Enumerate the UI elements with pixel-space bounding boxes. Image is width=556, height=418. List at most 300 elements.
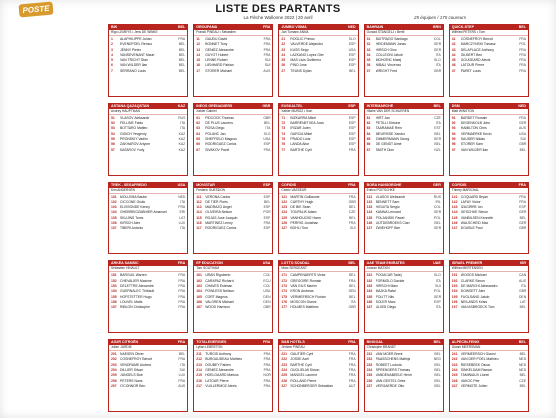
rider-nationality: FRA — [178, 305, 186, 310]
rider-number: 242 — [451, 357, 458, 362]
team-card — [364, 339, 444, 412]
rider-nationality: KAZ — [178, 147, 186, 152]
rider-nationality: BEL — [178, 352, 186, 357]
rider-name: CHEVALIER Maxime — [120, 278, 152, 283]
rider-nationality: FRA — [348, 221, 356, 226]
rider-nationality: DEN — [348, 289, 356, 294]
rider-number: 31 — [366, 37, 371, 41]
rider-row — [367, 384, 441, 389]
rider-nationality: FRA — [178, 37, 186, 41]
rider-number: 131 — [366, 194, 373, 199]
team-card — [449, 339, 529, 412]
rider-nationality: BEL — [434, 142, 441, 147]
rider-name: JOSSE Axel — [290, 357, 309, 362]
rider-name: HOFSTETTER Hugo — [120, 294, 152, 299]
rider-name: DE BIE Sean — [290, 205, 311, 210]
rider-nationality: ITA — [435, 121, 441, 126]
rider-nationality: FRA — [178, 289, 186, 294]
team-directors: Christophe BRANDT — [365, 345, 443, 351]
rider-name: VANDENABEELE Henri — [375, 373, 412, 378]
rider-name: NEILANDS Krists — [460, 299, 488, 304]
rider-number: 175 — [281, 294, 288, 299]
rider-name: HOELGAARD Markus — [205, 373, 239, 378]
rider-number: 61 — [196, 115, 200, 120]
rider-nationality: FRA — [348, 373, 356, 378]
rider-row — [111, 226, 185, 231]
team-name: INTERMARCHÉ — [366, 103, 394, 108]
team-country: BEL — [433, 340, 441, 345]
rider-name: MOLLEMA Bauke — [120, 194, 147, 199]
team-country: ESP — [263, 182, 271, 187]
rider-nationality: ITA — [435, 63, 441, 68]
rider-number: 124 — [281, 210, 288, 215]
rider-number: 191 — [451, 273, 458, 278]
rider-number: 33 — [366, 47, 371, 52]
rider-name: POWLESS Neilson — [205, 289, 235, 294]
rider-name: MAS Lluis Guillermo — [290, 58, 322, 63]
rider-name: SINKELDAM Ramon — [460, 368, 493, 373]
rider-list — [279, 36, 357, 74]
rider-number: 102 — [111, 199, 117, 204]
rider-number: 221 — [281, 352, 288, 357]
rider-number: 97 — [451, 147, 456, 152]
rider-number: 92 — [451, 121, 456, 126]
rider-name: MARTINEZ Lenny — [205, 221, 233, 226]
rider-nationality: FRA — [263, 47, 271, 52]
rider-list — [365, 194, 443, 232]
rider-number: 51 — [111, 115, 115, 120]
rider-name: ULISSI Diego — [375, 305, 397, 310]
rider-name: VANHOUCKE Harm — [290, 215, 321, 220]
rider-nationality: CAN — [518, 273, 527, 278]
rider-number: 82 — [366, 121, 371, 126]
rider-nationality: SLO — [434, 273, 441, 278]
team-directors: Marc SERGEANT — [279, 266, 357, 272]
rider-nationality: GBR — [348, 305, 356, 310]
team-card — [278, 260, 358, 333]
rider-nationality: ESP — [263, 205, 271, 210]
rider-nationality: CZE — [348, 210, 356, 215]
rider-list — [279, 351, 357, 389]
rider-nationality: BEL — [263, 121, 271, 126]
rider-nationality: DEN — [518, 294, 527, 299]
rider-name: TAMINIAUX Lionel — [460, 373, 489, 378]
rider-list — [194, 351, 272, 389]
rider-nationality: KAZ — [178, 142, 186, 147]
rider-name: DE PLUS Laurens — [205, 121, 233, 126]
rider-nationality: FRA — [178, 283, 186, 288]
team-card — [278, 182, 358, 255]
rider-list — [365, 272, 443, 310]
team-directors: Wilfried BERTENSEN — [450, 266, 528, 272]
team-name: BIK — [111, 25, 118, 29]
rider-nationality: IRL — [435, 199, 441, 204]
rider-nationality: FRA — [263, 37, 271, 41]
rider-name: COSNEFROY Benoit — [460, 37, 493, 41]
rider-nationality: ITA — [180, 199, 186, 204]
rider-name: BIZKARRA Mikel — [290, 115, 317, 120]
rider-nationality: FRA — [348, 352, 356, 357]
rider-number: 3 — [111, 47, 113, 52]
rider-name: SMITH Dion — [375, 147, 395, 152]
rider-name: BURGAUDEAU Mathieu — [205, 357, 243, 362]
rider-number: 125 — [281, 215, 288, 220]
rider-row — [367, 226, 441, 231]
team-directors: Franck PINEAU • Sebastien — [194, 30, 272, 36]
team-name: BAHRAIN — [366, 25, 384, 29]
rider-number: 126 — [281, 221, 288, 226]
rider-nationality: FRA — [348, 194, 356, 199]
rider-number: 174 — [281, 289, 288, 294]
rider-nationality: ITA — [520, 283, 526, 288]
rider-number: 157 — [111, 305, 117, 310]
rider-name: GAUTIER Cyril — [290, 352, 314, 357]
page-title: LISTE DES PARTANTS — [215, 3, 341, 15]
rider-number: 17 — [196, 68, 200, 73]
rider-name: DOUBLE Paul — [460, 226, 483, 231]
team-name: JUMBO VISMA — [281, 25, 307, 29]
team-card — [278, 103, 358, 176]
rider-name: PETILLI Simone — [375, 121, 401, 126]
rider-row — [111, 305, 185, 310]
rider-nationality: BEL — [519, 373, 526, 378]
rider-nationality: USA — [263, 289, 271, 294]
rider-name: BENNETT Sam — [375, 199, 400, 204]
rider-nationality: ESP — [263, 226, 271, 231]
rider-name: LAFAY Victor — [460, 199, 481, 204]
rider-number: 224 — [281, 368, 288, 373]
rider-number: 27 — [281, 68, 286, 73]
rider-number: 36 — [366, 63, 371, 68]
rider-number: 95 — [451, 136, 456, 141]
rider-nationality: FRA — [263, 42, 271, 47]
rider-number: 173 — [281, 283, 288, 288]
rider-name: MADRAZO Angel — [205, 205, 232, 210]
rider-name: RIESEBEEK Oscar — [460, 362, 491, 367]
rider-number: 83 — [366, 126, 371, 131]
rider-name: PAASSCHENS Mathijs — [375, 357, 411, 362]
team-name: ASTANA QAZAQSTAN — [111, 103, 150, 108]
rider-name: JUNGELS Bob — [120, 373, 143, 378]
rider-nationality: ESP — [263, 194, 271, 199]
rider-nationality: SUI — [264, 63, 271, 68]
rider-number: 154 — [111, 289, 117, 294]
team-card — [449, 260, 529, 333]
rider-name: VAN ASBROECK Tom — [460, 305, 495, 310]
rider-number: 84 — [366, 131, 371, 136]
rider-number: 183 — [366, 283, 373, 288]
rider-number: 226 — [281, 378, 288, 383]
rider-name: PARET Louis — [460, 68, 481, 73]
rider-row — [196, 69, 270, 74]
rider-number: 52 — [111, 121, 115, 126]
rider-name: BOTTARO Matteo — [120, 126, 148, 131]
rider-number: 96 — [451, 142, 456, 147]
rider-number: 213 — [196, 362, 202, 367]
rider-name: GIDICH Yevgeniy — [120, 131, 147, 136]
rider-number: 122 — [281, 199, 288, 204]
team-name: INEOS GRENADIERS — [196, 103, 233, 108]
rider-number: 107 — [111, 226, 117, 231]
rider-name: FORMOLO Davide — [375, 278, 405, 283]
rider-number: 123 — [281, 205, 288, 210]
rider-nationality: FRA — [519, 63, 526, 68]
rider-list — [109, 115, 187, 153]
rider-nationality: BEL — [178, 68, 186, 73]
rider-number: 114 — [196, 210, 202, 215]
rider-name: DE MARCHI Alessandro — [460, 283, 498, 288]
rider-number: 77 — [281, 147, 286, 152]
rider-list — [194, 115, 272, 153]
rider-name: GUYOT Hubert — [205, 52, 229, 57]
rider-row — [281, 148, 355, 153]
rider-nationality: POL — [434, 215, 441, 220]
rider-name: COSNEFROY Benoit — [120, 357, 152, 362]
rider-name: VAN WILDER Ilan — [460, 147, 489, 152]
rider-name: ROLLAND Pierre — [290, 378, 317, 383]
rider-row — [196, 305, 270, 310]
rider-nationality: FRA — [178, 273, 186, 278]
rider-nationality: COL — [433, 37, 441, 41]
rider-list — [365, 115, 443, 153]
rider-nationality: RUS — [178, 115, 186, 120]
rider-row — [452, 148, 526, 153]
rider-nationality: LUX — [178, 221, 186, 226]
rider-list — [109, 36, 187, 74]
rider-nationality: FRA — [263, 221, 271, 226]
rider-nationality: SUI — [179, 368, 186, 373]
rider-name: JENNY Pieter — [120, 47, 141, 52]
rider-number: 203 — [111, 362, 117, 367]
rider-number: 81 — [366, 115, 371, 120]
rider-name: VAN WILDER Ilan — [120, 63, 148, 68]
rider-name: HAMILTON Chris — [460, 126, 487, 131]
rider-number: 177 — [281, 305, 288, 310]
rider-nationality: DEN — [263, 299, 271, 304]
rider-nationality: FRA — [519, 199, 526, 204]
rider-name: TOUPALIK Adam — [290, 210, 317, 215]
team-directors: Gianni MEERSMAN — [450, 345, 528, 351]
rider-number: 53 — [111, 126, 115, 131]
rider-nationality: SUI — [264, 58, 271, 63]
team-name: TOTALENERGIES — [196, 340, 227, 345]
rider-nationality: DEN — [263, 294, 271, 299]
rider-nationality: COL — [263, 273, 271, 278]
rider-number: 26 — [281, 63, 286, 68]
rider-number: 227 — [281, 383, 288, 388]
team-country: NED — [348, 25, 356, 29]
rider-nationality: GBR — [518, 226, 527, 231]
rider-name: GARCIA Mikel — [290, 131, 313, 136]
rider-number: 6 — [111, 63, 113, 68]
rider-list — [109, 351, 187, 389]
rider-name: GESCHKE Simon — [460, 210, 488, 215]
rider-nationality: GER — [518, 221, 527, 226]
rider-name: BARDET Romain — [460, 115, 488, 120]
rider-name: O'CONNOR Ben — [120, 383, 146, 388]
rider-number: 234 — [366, 368, 373, 373]
rider-list — [194, 194, 272, 232]
rider-nationality: BEL — [434, 352, 441, 357]
rider-name: SHEFFIELD Magnus — [205, 136, 237, 141]
rider-number: 46 — [451, 63, 456, 68]
rider-name: RODRIGUEZ Carlos — [205, 226, 237, 231]
rider-number: 194 — [451, 289, 458, 294]
rider-name: TURGIS Anthony — [205, 352, 232, 357]
rider-name: DILLIER Silvan — [120, 368, 143, 373]
rider-row — [281, 384, 355, 389]
rider-number: 164 — [196, 289, 202, 294]
team-directors: Gorazd STANGELJ • Bertil — [365, 30, 443, 36]
rider-name: IRIZAR Julen — [290, 126, 311, 131]
rider-number: 197 — [451, 305, 458, 310]
rider-name: DOUBEY Fabien — [205, 362, 231, 367]
rider-number: 105 — [111, 215, 117, 220]
rider-nationality: ESP — [348, 115, 356, 120]
rider-number: 162 — [196, 278, 202, 283]
rider-nationality: POL — [519, 42, 526, 47]
rider-name: BARTHE Cyril — [290, 362, 312, 367]
rider-nationality: FRA — [263, 383, 271, 388]
rider-number: 72 — [281, 121, 286, 126]
team-name: ALPECIN-FENIX — [451, 340, 480, 345]
rider-number: 63 — [196, 126, 200, 131]
rider-number: 233 — [366, 362, 373, 367]
rider-nationality: KAZ — [178, 131, 186, 136]
team-card — [364, 260, 444, 333]
rider-name: GUGLIELMI Simon — [290, 368, 320, 373]
rider-number: 214 — [196, 368, 202, 373]
rider-nationality: FRA — [178, 357, 186, 362]
team-name: ARKÉA SAMSIC — [111, 261, 139, 266]
rider-number: 232 — [366, 357, 373, 362]
rider-name: VAN DER POEL Mathieu — [460, 357, 499, 362]
team-name: MOVISTAR — [196, 182, 215, 187]
rider-name: WOODS Michael — [460, 273, 487, 278]
rider-name: RODRIGUEZ Carlos — [205, 142, 237, 147]
team-card — [193, 339, 273, 412]
rider-name: MAJKA Rafal — [375, 289, 396, 294]
rider-nationality: NZL — [434, 147, 441, 152]
rider-nationality: AUS — [263, 68, 271, 73]
rider-name: KRON Andreas — [290, 289, 314, 294]
rider-nationality: BEL — [519, 352, 526, 357]
rider-name: ZWIEHOFF Ben — [375, 226, 401, 231]
team-country: BEL — [433, 103, 441, 108]
rider-name: MOHORIC Matej — [375, 58, 402, 63]
rider-number: 216 — [196, 378, 202, 383]
rider-number: 147 — [451, 226, 458, 231]
rider-number: 35 — [366, 58, 371, 63]
rider-name: POGACAR Tadej — [375, 273, 402, 278]
event-logo: POSTE — [18, 2, 53, 18]
rider-number: 54 — [111, 131, 115, 136]
rider-number: 132 — [366, 199, 373, 204]
rider-number: 111 — [196, 194, 202, 199]
rider-name: MOSCON Gianni — [290, 299, 317, 304]
team-name: COFIDIS — [281, 182, 296, 187]
rider-name: DOWSETT Alex — [460, 289, 486, 294]
rider-nationality: GER — [518, 121, 527, 126]
rider-nationality: BEL — [434, 368, 441, 373]
rider-name: VERMOTE Julien — [460, 383, 488, 388]
rider-number: 4 — [111, 52, 113, 57]
team-name: TREK - SEGAFREDO — [111, 182, 147, 187]
rider-name: NATAROV Yuriy — [120, 147, 145, 152]
rider-list — [109, 272, 187, 310]
rider-name: MARCZYNSKI Tomasz — [460, 42, 496, 47]
team-card — [449, 24, 529, 97]
rider-name: PRONSKIY Vadim — [120, 136, 148, 141]
rider-nationality: FRA — [263, 52, 271, 57]
rider-name: GENIEZ Alexandre — [205, 368, 234, 373]
rider-name: LANDA Aitor — [290, 142, 310, 147]
rider-number: 151 — [111, 273, 117, 278]
rider-number: 62 — [196, 121, 200, 126]
rider-row — [452, 305, 526, 310]
rider-nationality: FRA — [178, 205, 186, 210]
team-card — [193, 103, 273, 176]
rider-name: IZAGIRRE Ion — [460, 205, 483, 210]
rider-name: FELLINE Fabio — [120, 121, 144, 126]
rider-nationality: LAT — [520, 299, 526, 304]
rider-number: 196 — [451, 299, 458, 304]
rider-number: 141 — [451, 194, 458, 199]
rider-name: UIJTDEBROEKS Cian — [375, 221, 410, 226]
rider-name: BUITRAGO Santiago — [375, 37, 408, 41]
rider-nationality: FRA — [178, 299, 186, 304]
rider-number: 182 — [366, 278, 373, 283]
rider-number: 1 — [111, 37, 113, 41]
rider-number: 212 — [196, 357, 202, 362]
rider-list — [194, 272, 272, 310]
rider-row — [367, 148, 441, 153]
rider-name: NIBALI Vincenzo — [375, 63, 402, 68]
rider-row — [367, 69, 441, 74]
rider-name: VANSEVENANT Mauri — [120, 52, 155, 57]
rider-nationality: BEL — [434, 131, 441, 136]
rider-name: ELISSONDE Kenny — [120, 205, 150, 210]
team-name: DSM — [451, 103, 460, 108]
rider-name: ZAKHAROV Artyom — [120, 142, 151, 147]
rider-nationality: BEL — [349, 215, 356, 220]
rider-number: 171 — [281, 273, 288, 278]
rider-name: POLJANSKI Pawel — [375, 215, 405, 220]
rider-number: 144 — [451, 210, 458, 215]
rider-number: 41 — [451, 37, 456, 41]
rider-name: VALGREN Michael — [205, 299, 234, 304]
team-name: ISRAEL PREMIER — [451, 261, 483, 266]
rider-number: 74 — [281, 131, 286, 136]
rider-number: 161 — [196, 273, 202, 278]
rider-nationality: ITA — [265, 126, 271, 131]
rider-row — [111, 69, 185, 74]
rider-name: VENDRAME Andrea — [120, 362, 151, 367]
rider-number: 205 — [111, 373, 117, 378]
rider-name: LOUVEL Matis — [120, 299, 143, 304]
rider-number: 75 — [281, 136, 286, 141]
rider-nationality: SUI — [349, 226, 356, 231]
rider-nationality: FRA — [519, 37, 526, 41]
rider-nationality: FRA — [263, 352, 271, 357]
rider-number: 121 — [281, 194, 288, 199]
rider-name: TEUNS Dylan — [290, 68, 312, 73]
rider-name: VANBILSEN Kenneth — [460, 215, 494, 220]
rider-number: 215 — [196, 373, 202, 378]
rider-nationality: ESP — [348, 126, 356, 131]
team-country: BRN — [433, 25, 441, 29]
rider-row — [111, 384, 185, 389]
